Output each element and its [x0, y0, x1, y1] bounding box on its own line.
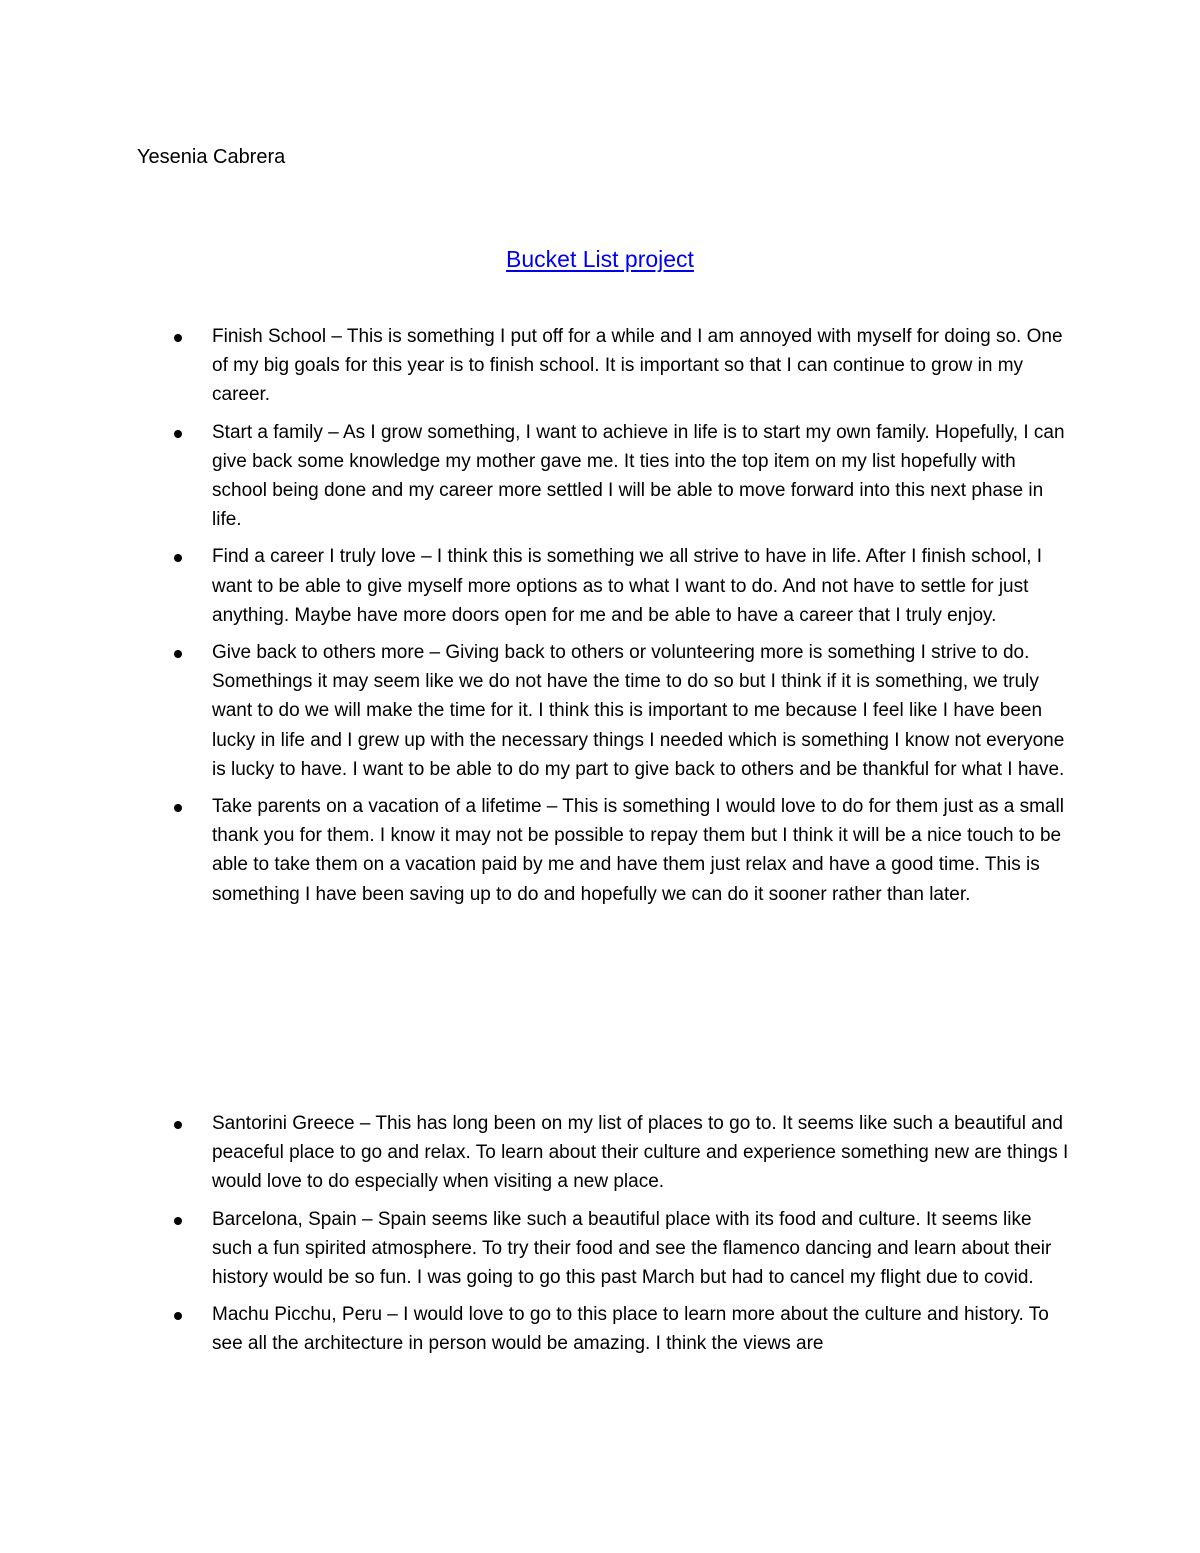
list-item-text: Barcelona, Spain – Spain seems like such a beautiful place with its food and culture. It seems like such a fun spirited atmosphere. To try their food and see the flamenco dancing and learn about their history would be so fun. I was going to go this past March but had to cancel my flight due to covid. [212, 1208, 1052, 1289]
bullet-icon [174, 1312, 182, 1320]
list-item [0, 322, 1072, 410]
bullet-icon [174, 1121, 182, 1129]
list-item-text: Finish School – This is something I put off for a while and I am annoyed with myself for doing so. One of my big goals for this year is to finish school. It is important so that I can continue to grow in my career. [212, 326, 1063, 406]
bullet-icon [174, 554, 182, 562]
list-item [0, 638, 1072, 784]
list-item-text: Take parents on a vacation of a lifetime – This is something I would love to do for them just as a small thank you for them. I know it may not be possible to repay them but I think it will be a nice touch to be able to take them on a vacation paid by me and have them just relax and have a good time. This is something I have been saving up to do and hopefully we can do it sooner rather than later. [212, 796, 1064, 905]
bullet-icon [174, 1217, 182, 1225]
list-item [0, 792, 1072, 909]
list-item-text: Machu Picchu, Peru – I would love to go to this place to learn more about the culture and history. To see all the architecture in person would be amazing. I think the views are [212, 1304, 1049, 1355]
title-link[interactable]: Bucket List project [506, 246, 694, 272]
list-item-text: Santorini Greece – This has long been on my list of places to go to. It seems like such a beautiful and peaceful place to go and relax. To learn about their culture and experience something new are things I would love to do especially when visiting a new place. [212, 1113, 1069, 1193]
author-name: Yesenia Cabrera [137, 146, 286, 168]
bullet-icon [174, 650, 182, 658]
list-item [0, 1300, 1072, 1358]
list-item [0, 1109, 1072, 1197]
list-item [0, 542, 1072, 630]
bullet-icon [174, 804, 182, 812]
bullet-icon [174, 430, 182, 438]
document-title [0, 244, 1200, 274]
list-item-text: Start a family – As I grow something, I want to achieve in life is to start my own family. Hopefully, I can give back some knowledge my mother gave me. It ties into the top item on my list hopefully with school being done and my career more settled I will be able to move forward into this next phase in life. [212, 421, 1065, 531]
list-item [0, 418, 1072, 535]
places-list [0, 1109, 1200, 1367]
bullet-icon [174, 334, 182, 342]
list-item-text: Give back to others more – Giving back to others or volunteering more is something I strive to do. Somethings it may seem like we do not have the time to do so but I think if it is something, we truly want to do we will make the time for it. I think this is important to me because I feel like I have been lucky in life and I grew up with the necessary things I needed which is something I know not everyone is lucky to have. I want to be able to do my part to give back to others and be thankful for what I have. [212, 642, 1065, 780]
list-item-text: Find a career I truly love – I think this is something we all strive to have in life. After I finish school, I want to be able to give myself more options as to what I want to do. And not have to settle for just anything. Maybe have more doors open for me and be able to have a career that I truly enjoy. [212, 546, 1043, 626]
goals-list [0, 322, 1200, 917]
list-item [0, 1205, 1072, 1293]
